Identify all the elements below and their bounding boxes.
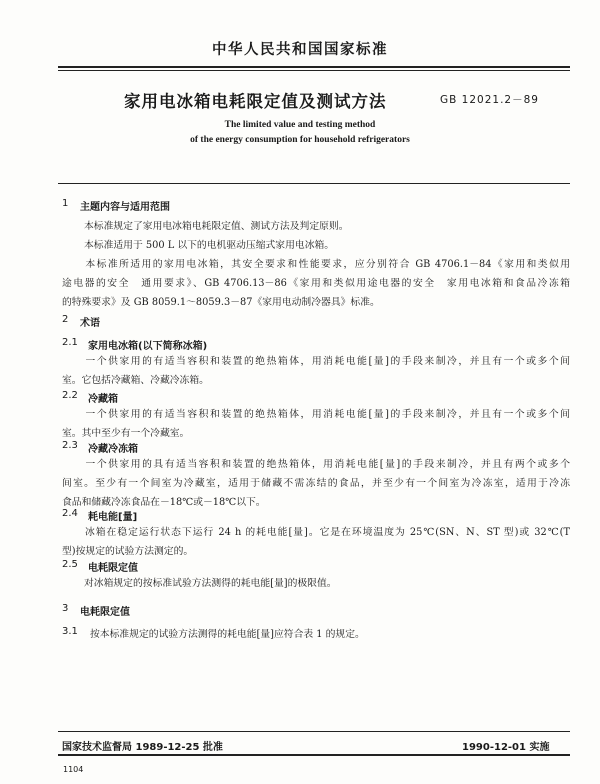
footer-rule-thick	[58, 754, 570, 756]
section-1-para3-line3: 的特殊要求》及 GB 8059.1～8059.3－87《家用电动制冷器具》标准。	[62, 297, 380, 308]
term-2-2-number: 2.2	[62, 390, 78, 401]
term-2-1-title: 家用电冰箱(以下简称冰箱)	[88, 341, 208, 352]
clause-3-1-text: 按本标准规定的试验方法测得的耗电能[量]应符合表 1 的规定。	[90, 629, 365, 640]
clause-3-1-number: 3.1	[62, 626, 78, 637]
section-2-number: 2	[62, 314, 69, 325]
standard-number: GB 12021.2－89	[440, 94, 539, 106]
page-number: 1104	[63, 765, 84, 774]
section-1-para3-line1: 本标准所适用的家用电冰箱，其安全要求和性能要求，应分别符合 GB 4706.1－84《家用和类似用	[84, 259, 570, 270]
header-rule-thin	[58, 70, 570, 71]
term-2-2-title: 冷藏箱	[88, 394, 118, 405]
term-2-4-title: 耗电能[量]	[88, 512, 138, 523]
section-3-number: 3	[62, 603, 69, 614]
term-2-3-number: 2.3	[62, 440, 78, 451]
header-rule-thick	[58, 66, 570, 68]
section-1-body	[62, 217, 570, 312]
term-2-5-line1: 对冰箱规定的按标准试验方法测得的耗电能[量]的极限值。	[84, 578, 337, 589]
term-2-3-body	[62, 455, 570, 512]
term-2-2-body	[62, 405, 570, 443]
effective-date: 1990-12-01 实施	[462, 742, 550, 753]
term-2-4-body	[62, 523, 570, 561]
english-title-line1: The limited value and testing method	[224, 120, 376, 130]
term-2-4-line2: 型)按规定的试验方法测定的。	[62, 546, 194, 557]
term-2-3-line1: 一个供家用的具有适当容积和装置的绝热箱体，用消耗电能[量]的手段来制冷，并且有两个或多个	[84, 459, 570, 470]
term-2-1-line1: 一个供家用的有适当容积和装置的绝热箱体，用消耗电能[量]的手段来制冷，并且有一个或多个间	[84, 356, 570, 367]
document-title: 家用电冰箱电耗限定值及测试方法	[124, 92, 387, 111]
term-2-3-line2: 间室。至少有一个间室为冷藏室，适用于储藏不需冻结的食品，并至少有一个间室为冷冻室，适用于冷冻	[62, 478, 570, 489]
term-2-1-body	[62, 352, 570, 390]
term-2-4-number: 2.4	[62, 508, 78, 519]
term-2-2-line2: 室。其中至少有一个冷藏室。	[62, 428, 190, 439]
section-2-title: 术语	[80, 318, 100, 329]
term-2-5-number: 2.5	[62, 559, 78, 570]
term-2-5-title: 电耗限定值	[88, 563, 138, 574]
footer-rule	[58, 731, 570, 732]
section-1-para2: 本标准适用于 500 L 以下的电机驱动压缩式家用电冰箱。	[84, 240, 335, 251]
term-2-1-line2: 室。它包括冷藏箱、冷藏冷冻箱。	[62, 375, 209, 386]
term-2-2-line1: 一个供家用的有适当容积和装置的绝热箱体，用消耗电能[量]的手段来制冷，并且有一个或多个间	[84, 409, 570, 420]
section-1-number: 1	[62, 198, 69, 209]
title-divider	[58, 183, 570, 184]
section-1-title: 主题内容与适用范围	[80, 202, 170, 213]
section-1-para3-line2: 途电器的安全 通用要求》、GB 4706.13－86《家用和类似用途电器的安全 家用电冰箱和食品冷冻箱	[62, 278, 570, 289]
term-2-3-line3: 食品和储藏冷冻食品在－18℃或－18℃以下。	[62, 497, 266, 508]
english-title-line2: of the energy consumption for household refrigerators	[190, 135, 410, 145]
term-2-5-body	[62, 574, 570, 593]
term-2-4-line1: 冰箱在稳定运行状态下运行 24 h 的耗电能[量]。它是在环境温度为 25℃(SN、N、ST 型)或 32℃(T	[84, 527, 570, 538]
section-3-title: 电耗限定值	[80, 607, 130, 618]
national-standard-heading: 中华人民共和国国家标准	[212, 42, 388, 58]
section-1-para1: 本标准规定了家用电冰箱电耗限定值、测试方法及判定原则。	[84, 221, 349, 232]
term-2-3-title: 冷藏冷冻箱	[88, 444, 138, 455]
approval-line: 国家技术监督局 1989-12-25 批准	[62, 742, 223, 753]
term-2-1-number: 2.1	[62, 337, 78, 348]
